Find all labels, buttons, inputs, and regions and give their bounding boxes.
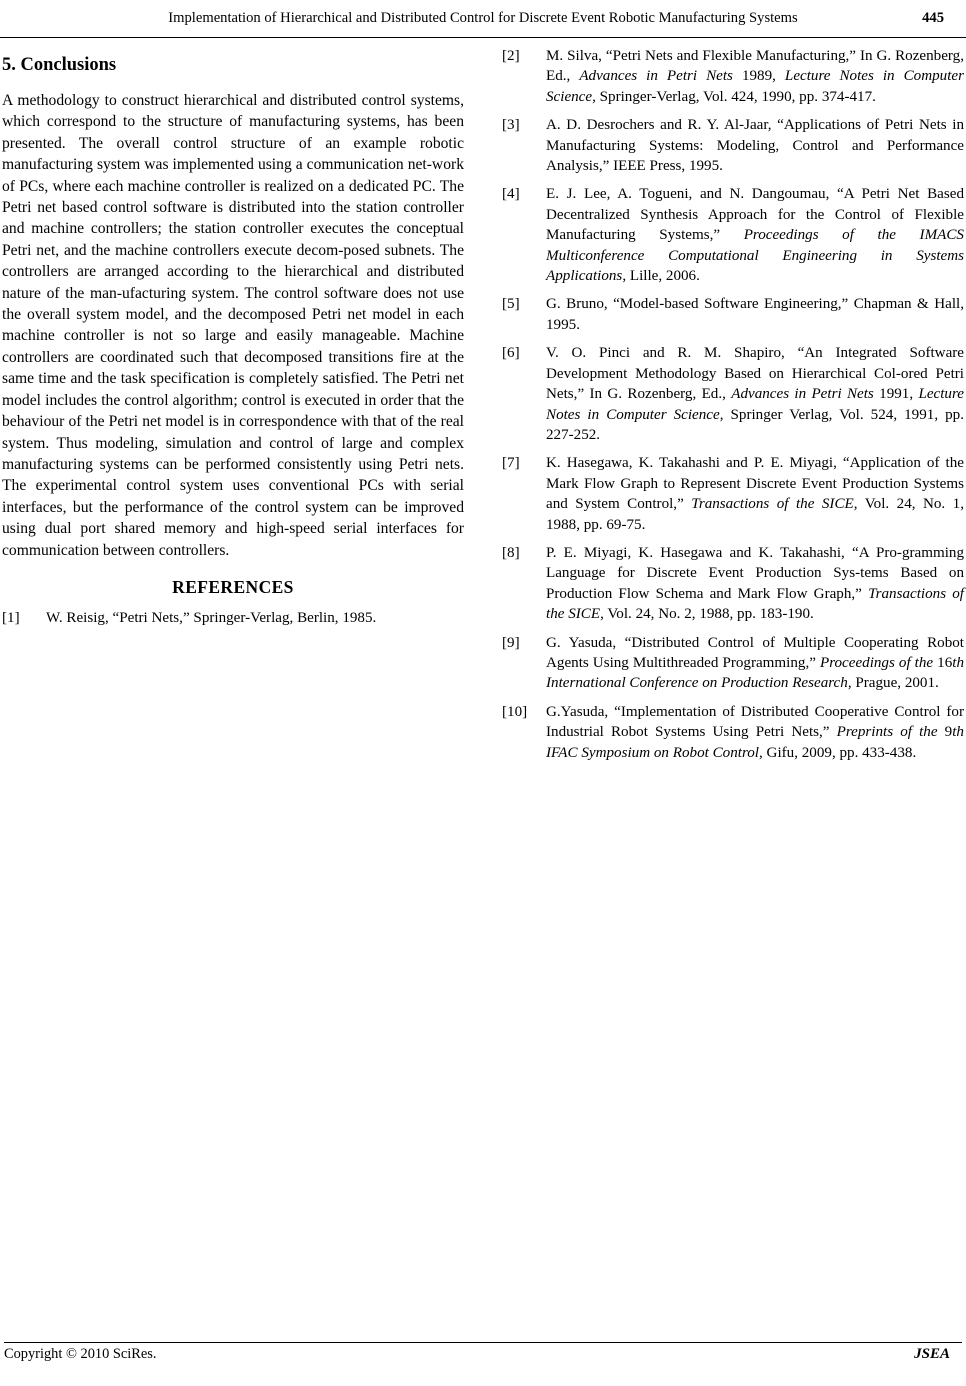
reference-item (502, 115, 964, 176)
reference-number: [6] (502, 345, 520, 362)
reference-item (502, 294, 964, 335)
reference-item (502, 46, 964, 107)
reference-text: E. J. Lee, A. Togueni, and N. Dangoumau, “A Petri Net Based Decentralized Synthesis Approach for the Control of Flexible Manufacturing Systems,” Proceedings of the IMACS Multiconference Computational Engineering in Systems Applications, Lille, 2006. (546, 186, 964, 285)
reference-text: A. D. Desrochers and R. Y. Al-Jaar, “Applications of Petri Nets in Manufacturing Systems: Modeling, Control and Performance Analysis,” IEEE Press, 1995. (546, 117, 964, 175)
page-footer (0, 1342, 966, 1368)
reference-number: [10] (502, 703, 528, 720)
copyright-notice: Copyright © 2010 SciRes. (4, 1346, 157, 1362)
reference-text: M. Silva, “Petri Nets and Flexible Manufacturing,” In G. Rozenberg, Ed., Advances in Petri Nets 1989, Lecture Notes in Computer Science, Springer-Verlag, Vol. 424, 1990, pp. 374-417. (546, 48, 964, 105)
reference-number: [2] (502, 48, 520, 64)
reference-list (502, 46, 964, 763)
reference-item (502, 543, 964, 625)
running-head (0, 8, 966, 38)
reference-item (502, 184, 964, 286)
reference-item (502, 633, 964, 694)
reference-item (502, 453, 964, 535)
reference-number: [3] (502, 117, 520, 134)
section-title-conclusions: 5. Conclusions (2, 55, 117, 75)
reference-text: G. Bruno, “Model-based Software Engineering,” Chapman & Hall, 1995. (546, 296, 964, 333)
right-column (502, 46, 964, 771)
reference-text: K. Hasegawa, K. Takahashi and P. E. Miyagi, “Application of the Mark Flow Graph to Represent Discrete Event Production Systems and System Control,” Transactions of the SICE, Vol. 24, No. 1, 1988, pp. 69-75. (546, 455, 964, 533)
reference-text: G.Yasuda, “Implementation of Distributed Cooperative Control for Industrial Robot Systems Using Petri Nets,” Preprints of the 9th IFAC Symposium on Robot Control, Gifu, 2009, pp. 433-438. (546, 703, 964, 761)
footer-rule (4, 1342, 962, 1343)
reference-number: [5] (502, 296, 520, 313)
conclusions-paragraph: A methodology to construct hierarchical and distributed control systems, which correspond to the structure of manufacturing systems, has been presented. The overall control structure of an example robotic manufacturing system was implemented using a communication net-work of PCs, where each machine controller is realized on a dedicated PC. The Petri net based control software is distributed into the station controller and machine controllers; the station controller executes the conceptual Petri net, and the machine controllers execute decom-posed subnets. The controllers are arranged according to the hierarchical and distributed nature of the man-ufacturing system. The control software does not use the overall system model, and the decomposed Petri net model in each machine controller is not so large and easily manageable. Machine controllers are coordinated such that decomposed transitions fire at the same time and the task specification is completely satisfied. The Petri net model includes the control algorithm; control is executed in order that the behaviour of the Petri net model is in correspondence with that of the real system. Thus modeling, simulation and control of large and complex manufacturing systems can be performed consistently using Petri nets. The experimental control system uses conventional PCs with serial interfaces, but the performance of the control system can be improved using dual port shared memory and high-speed serial interfaces for communication between controllers. (2, 92, 464, 559)
left-column (2, 46, 464, 636)
reference-number: [4] (502, 186, 520, 203)
reference-item (2, 608, 464, 628)
reference-number: [9] (502, 634, 520, 651)
reference-number: [1] (2, 609, 20, 626)
reference-item (502, 343, 964, 445)
running-head-title: Implementation of Hierarchical and Distributed Control for Discrete Event Robotic Manufacturing Systems (168, 10, 798, 26)
references-heading: REFERENCES (172, 576, 294, 597)
reference-item (502, 702, 964, 763)
reference-text: P. E. Miyagi, K. Hasegawa and K. Takahashi, “A Pro-gramming Language for Discrete Event Production Sys-tems Based on Production Flow Schema and Mark Flow Graph,” Transactions of the SICE, Vol. 24, No. 2, 1988, pp. 183-190. (546, 544, 964, 623)
reference-text: V. O. Pinci and R. M. Shapiro, “An Integrated Software Development Methodology Based on Hierarchical Col-ored Petri Nets,” In G. Rozenberg, Ed., Advances in Petri Nets 1991, Lecture Notes in Computer Science, Springer Verlag, Vol. 524, 1991, pp. 227-252. (546, 345, 965, 443)
page-number: 445 (922, 10, 944, 26)
reference-number: [7] (502, 455, 520, 472)
journal-abbreviation: JSEA (914, 1346, 950, 1362)
reference-number: [8] (502, 544, 520, 561)
reference-text: G. Yasuda, “Distributed Control of Multiple Cooperating Robot Agents Using Multithreaded Programming,” Proceedings of the 16th International Conference on Production Research, Prague, 2001. (546, 634, 964, 692)
reference-text: W. Reisig, “Petri Nets,” Springer-Verlag, Berlin, 1985. (46, 609, 377, 626)
